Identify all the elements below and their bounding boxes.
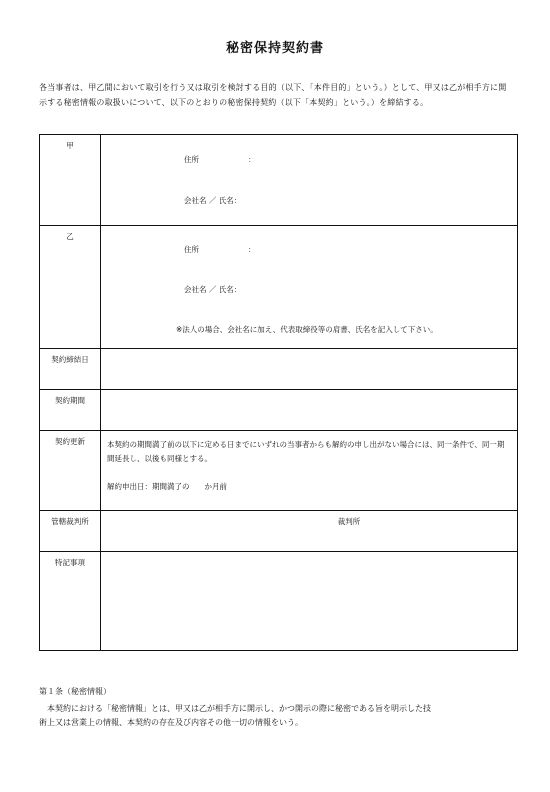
term-cell[interactable]: [101, 390, 518, 431]
party-a-address-label: 住所: [184, 155, 199, 164]
special-notes-label: 特記事項: [40, 552, 101, 651]
party-b-address-colon: ：: [248, 245, 256, 254]
court-cell[interactable]: [101, 511, 518, 552]
term-label: 契約期間: [40, 390, 101, 431]
party-a-name-label: 会社名 ／ 氏名：: [184, 196, 242, 205]
party-b-label: 乙: [40, 226, 101, 349]
party-b-cell[interactable]: [101, 226, 518, 349]
court-value: 裁判所: [337, 517, 361, 526]
document-title: 秘密保持契約書: [225, 41, 324, 56]
special-notes-cell[interactable]: [101, 552, 518, 651]
contract-parties-table: [39, 134, 518, 651]
renewal-text: 本契約の期間満了前の以下に定める日までにいずれの当事者からも解約の申し出がない場合には、同一条件で、同一期間延長し、以後も同様とする。: [107, 440, 505, 463]
party-a-address-colon: ：: [248, 155, 256, 164]
party-a-cell[interactable]: [101, 135, 518, 226]
party-b-address-label: 住所: [184, 245, 199, 254]
article-1-line-1: 本契約における「秘密情報」とは、甲又は乙が相手方に開示し、かつ開示の際に秘密である旨を明示した技: [47, 704, 431, 713]
renewal-deadline: 解約申出日：期間満了の か月前: [107, 482, 227, 491]
intro-paragraph: 各当事者は、甲乙間において取引を行う又は取引を検討する目的（以下、「本件目的」という。）として、甲又は乙が相手方に開示する秘密情報の取扱いについて、以下のとおりの秘密保持契約（以下「本契約」という。）を締結する。: [39, 83, 507, 107]
party-b-note: ※法人の場合、会社名に加え、代表取締役等の肩書、氏名を記入して下さい。: [176, 325, 438, 334]
renewal-cell: [101, 431, 518, 511]
signing-date-label: 契約締結日: [40, 349, 101, 390]
renewal-label: 契約更新: [40, 431, 101, 511]
article-1-body: [39, 702, 514, 730]
signing-date-cell[interactable]: [101, 349, 518, 390]
party-b-name-label: 会社名 ／ 氏名：: [184, 285, 242, 294]
court-label: 管轄裁判所: [40, 511, 101, 552]
article-1-line-2: 術上又は営業上の情報、本契約の存在及び内容その他一切の情報をいう。: [39, 718, 303, 727]
article-1-heading: 第１条（秘密情報）: [39, 687, 111, 696]
party-a-label: 甲: [40, 135, 101, 226]
